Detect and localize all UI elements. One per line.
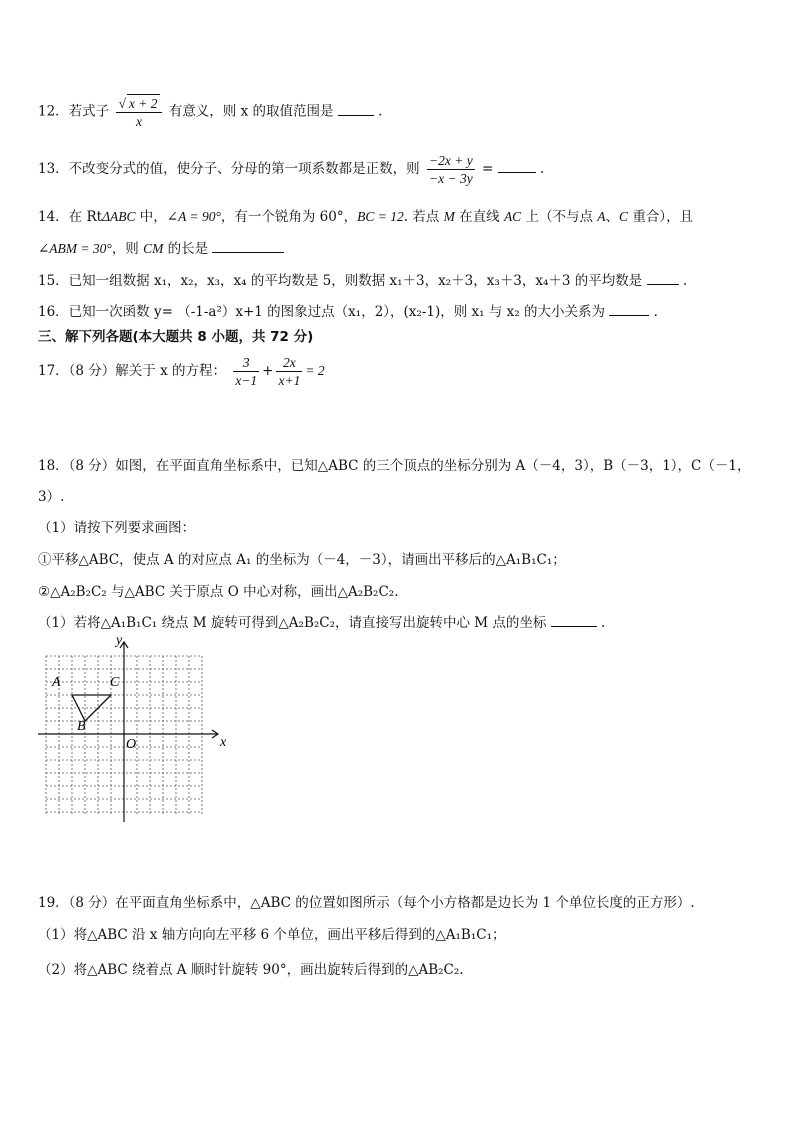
vertex-c-label: C [110, 675, 120, 690]
question-14-line-2: ∠ABM = 30°，则 CM 的长是 [38, 238, 284, 259]
question-15: 15．已知一组数据 x₁，x₂，x₃，x₄ 的平均数是 5，则数据 x₁＋3，x₂＋3，x₃＋3，x₄＋3 的平均数是 . [38, 270, 687, 291]
q13-fraction: $\frac{-2x + y}{-x - 3y}$ [428, 153, 473, 186]
question-18-sub-1: （1）请按下列要求画图： [38, 520, 196, 536]
question-19-sub-2: （2）将△ABC 绕着点 A 顺时针旋转 90°，画出旋转后得到的△AB₂C₂. [38, 962, 464, 978]
question-19-sub-1: （1）将△ABC 沿 x 轴方向向左平移 6 个单位，画出平移后得到的△A₁B₁C₁； [38, 927, 506, 943]
question-18-sub-1a: ①平移△ABC，使点 A 的对应点 A₁ 的坐标为（－4，－3），请画出平移后的△A₁B₁C₁； [38, 552, 566, 568]
question-17: 17．（8 分）解关于 x 的方程： $\frac{3}{x-1}$ + $\frac{2x}{x+1}$ = 2 [38, 355, 325, 388]
question-13: 13．不改变分式的值，使分子、分母的第一项系数都是正数，则 $\frac{-2x + y}{-x - 3y}$ = . [38, 153, 545, 186]
answer-blank [498, 158, 536, 173]
question-18-line-2: 3）. [38, 489, 65, 505]
question-19-line-1: 19．（8 分）在平面直角坐标系中，△ABC 的位置如图所示（每个小方格都是边长为 1 个单位长度的正方形）. [38, 895, 695, 911]
vertex-a-label: A [52, 675, 61, 690]
answer-blank [338, 101, 374, 116]
answer-blank [212, 238, 284, 253]
q17-fraction-2: $\frac{2x}{x+1}$ [278, 355, 301, 388]
question-18-sub-2: （1）若将△A₁B₁C₁ 绕点 M 旋转可得到△A₂B₂C₂，请直接写出旋转中心 M 点的坐标 . [38, 612, 605, 633]
coordinate-grid-figure [34, 634, 230, 824]
question-14-line-1: 14．在 RtΔABC 中，∠A = 90°，有一个锐角为 60°，BC = 12. 若点 M 在直线 AC 上（不与点 A、C 重合），且 [38, 209, 694, 225]
origin-label: O [126, 737, 137, 752]
vertex-b-label: B [77, 719, 86, 734]
q12-fraction: $\frac{√ x + 2}{x}$ [116, 94, 161, 130]
question-18-sub-1b: ②△A₂B₂C₂ 与△ABC 关于原点 O 中心对称，画出△A₂B₂C₂. [38, 584, 399, 600]
question-18-line-1: 18．（8 分）如图，在平面直角坐标系中，已知△ABC 的三个顶点的坐标分别为 A（－4，3），B（－3，1），C（－1， [38, 458, 751, 474]
y-axis-label: y [116, 634, 123, 648]
x-axis-label: x [220, 735, 227, 750]
section-3-title: 三、解下列各题(本大题共 8 小题，共 72 分) [38, 329, 314, 345]
question-12: 12．若式子 $\frac{√ x + 2}{x}$ 有意义，则 x 的取值范围是 . [38, 96, 383, 129]
answer-blank [551, 612, 597, 627]
question-16: 16．已知一次函数 y= （-1-a²）x+1 的图象过点（x₁，2），(x₂-1)，则 x₁ 与 x₂ 的大小关系为 . [38, 301, 658, 322]
q17-fraction-1: $\frac{3}{x-1}$ [235, 355, 258, 388]
answer-blank [609, 301, 649, 316]
answer-blank [647, 270, 679, 285]
